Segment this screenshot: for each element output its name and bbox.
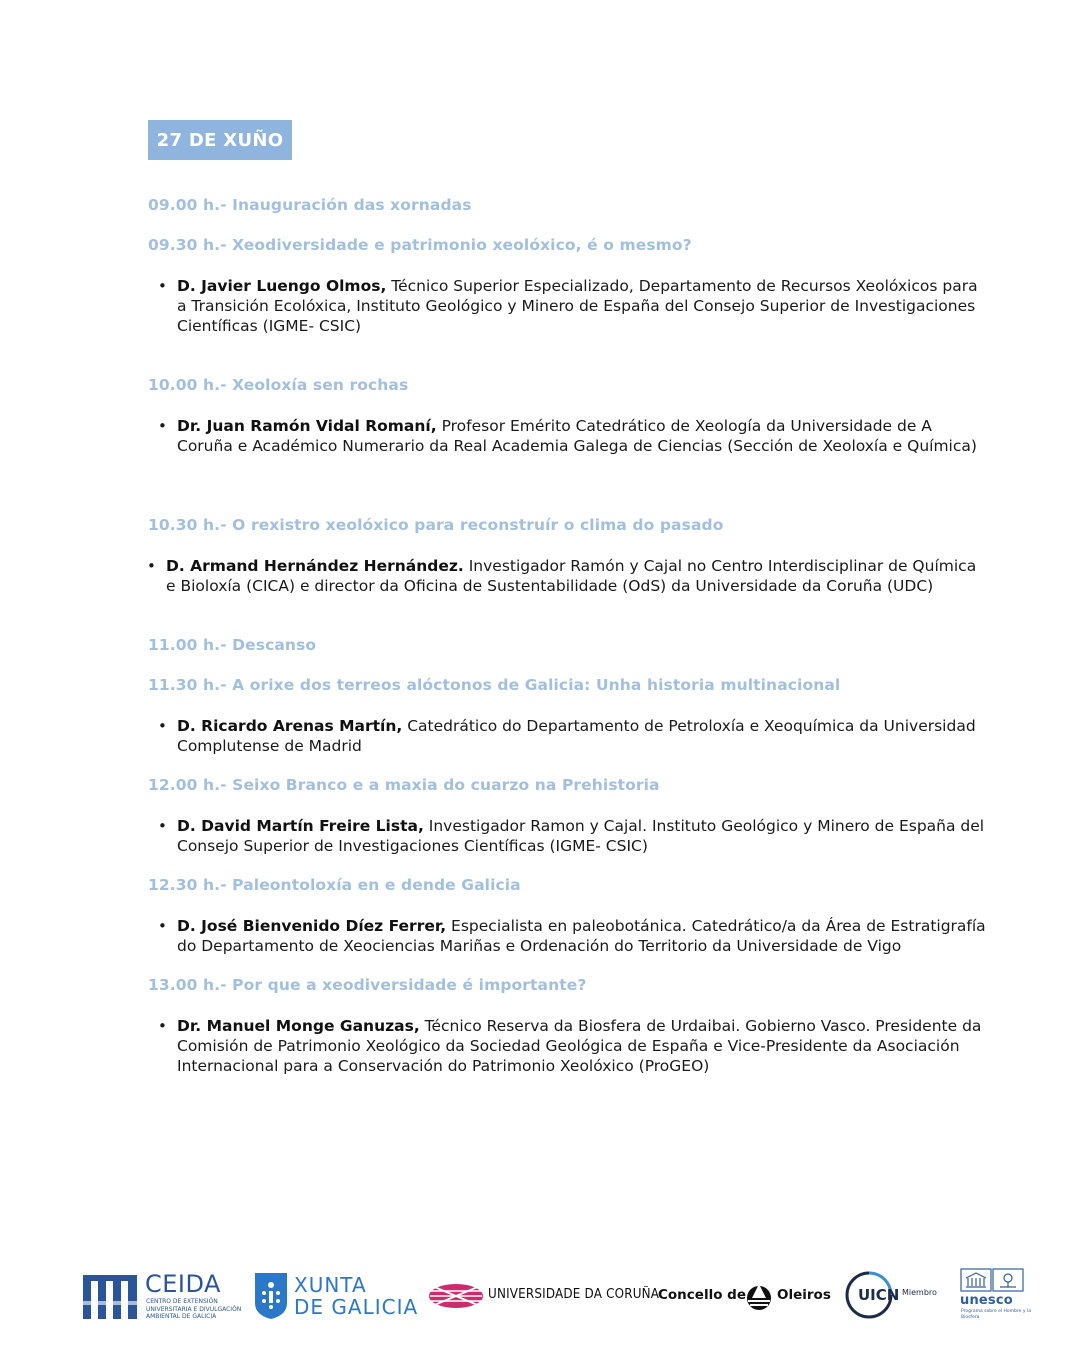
speaker-monge (158, 1016, 988, 1076)
bullet: • (158, 917, 167, 935)
uicn-name: UICN (858, 1286, 900, 1304)
date-badge: 27 DE XUÑO (148, 120, 292, 160)
unesco-name: unesco (960, 1293, 1013, 1308)
oleiros-emblem-icon (746, 1282, 772, 1310)
speaker-desc: Investigador Ramon y Cajal. Instituto Geológico y Minero de España del Consejo Superior de Investigaciones Científicas (IGME- CSIC) (177, 817, 985, 855)
ceida-name: CEIDA (145, 1270, 221, 1298)
ceida-logo-icon (83, 1275, 137, 1319)
bullet: • (158, 717, 167, 735)
speaker-freire (158, 816, 988, 856)
speaker-name: Dr. Manuel Monge Ganuzas, (177, 1017, 420, 1035)
speaker-arenas (158, 716, 988, 756)
program-slot-1030: 10.30 h.- O rexistro xeolóxico para reconstruír o clima do pasado (148, 516, 724, 534)
program-slot-0900: 09.00 h.- Inauguración das xornadas (148, 196, 472, 214)
udc-logo-icon (428, 1282, 484, 1310)
speaker-name: D. Ricardo Arenas Martín, (177, 717, 403, 735)
program-slot-1000: 10.00 h.- Xeoloxía sen rochas (148, 376, 409, 394)
speaker-luengo (158, 276, 988, 336)
xunta-logo-text (294, 1274, 418, 1318)
xunta-shield-icon (255, 1273, 287, 1319)
udc-name: UNIVERSIDADE DA CORUÑA (488, 1287, 660, 1302)
unesco-emblem-icon (960, 1268, 1024, 1292)
speaker-desc: Catedrático do Departamento de Petroloxía e Xeoquímica da Universidad Complutense de Madrid (177, 717, 976, 755)
bullet: • (158, 817, 167, 835)
speaker-name: D. José Bienvenido Díez Ferrer, (177, 917, 447, 935)
uicn-member: Miembro (902, 1288, 937, 1297)
xunta-line-1: XUNTA (294, 1273, 367, 1297)
bullet: • (158, 1017, 167, 1035)
program-slot-1200: 12.00 h.- Seixo Branco e a maxia do cuarzo na Prehistoria (148, 776, 660, 794)
program-slot-1100: 11.00 h.- Descanso (148, 636, 317, 654)
program-slot-1300: 13.00 h.- Por que a xeodiversidade é importante? (148, 976, 587, 994)
xunta-line-2: DE GALICIA (294, 1295, 419, 1319)
speaker-desc: Profesor Emérito Catedrático de Xeología da Universidade de A Coruña e Académico Numerario da Real Academia Galega de Ciencias (Sección de Xeoloxía e Química) (177, 417, 977, 455)
oleiros-text-b: Oleiros (777, 1287, 831, 1303)
program-slot-1130: 11.30 h.- A orixe dos terreos alóctonos de Galicia: Unha historia multinacional (148, 676, 841, 694)
speaker-desc: Técnico Superior Especializado, Departamento de Recursos Xeolóxicos para a Transición Ecolóxica, Instituto Geológico y Minero de España del Consejo Superior de Investigaciones Científicas (IGME- CSIC) (177, 277, 978, 335)
program-slot-0930: 09.30 h.- Xeodiversidade e patrimonio xeolóxico, é o mesmo? (148, 236, 692, 254)
speaker-desc: Investigador Ramón y Cajal no Centro Interdisciplinar de Química e Bioloxía (CICA) e director da Oficina de Sustentabilidade (OdS) da Universidade da Coruña (UDC) (166, 557, 977, 595)
speaker-desc: Especialista en paleobotánica. Catedrático/a da Área de Estratigrafía do Departamento de Xeociencias Mariñas e Ordenación do Territorio da Universidade de Vigo (177, 917, 986, 955)
bullet: • (158, 277, 167, 295)
bullet: • (147, 557, 156, 575)
speaker-vidal (158, 416, 988, 456)
speaker-name: D. Javier Luengo Olmos, (177, 277, 387, 295)
program-slot-1230: 12.30 h.- Paleontoloxía en e dende Galicia (148, 876, 521, 894)
speaker-name: Dr. Juan Ramón Vidal Romaní, (177, 417, 437, 435)
bullet: • (158, 417, 167, 435)
speaker-hernandez (147, 556, 977, 596)
speaker-name: D. David Martín Freire Lista, (177, 817, 424, 835)
ceida-subtitle: CENTRO DE EXTENSIÓN UNIVERSITARIA E DIVULGACIÓN AMBIENTAL DE GALICIA (146, 1298, 242, 1320)
speaker-name: D. Armand Hernández Hernández. (166, 557, 464, 575)
speaker-diez (158, 916, 988, 956)
speaker-desc: Técnico Reserva da Biosfera de Urdaibai. Gobierno Vasco. Presidente da Comisión de Patrimonio Xeológico da Sociedad Geológica de España e Vice-Presidente da Asociación Internacional para a Conservación do Patrimonio Xeolóxico (ProGEO) (177, 1017, 982, 1075)
unesco-subtitle: Programa sobre el Hombre y la Biosfera (961, 1309, 1031, 1320)
oleiros-text-a: Concello de (658, 1287, 747, 1303)
